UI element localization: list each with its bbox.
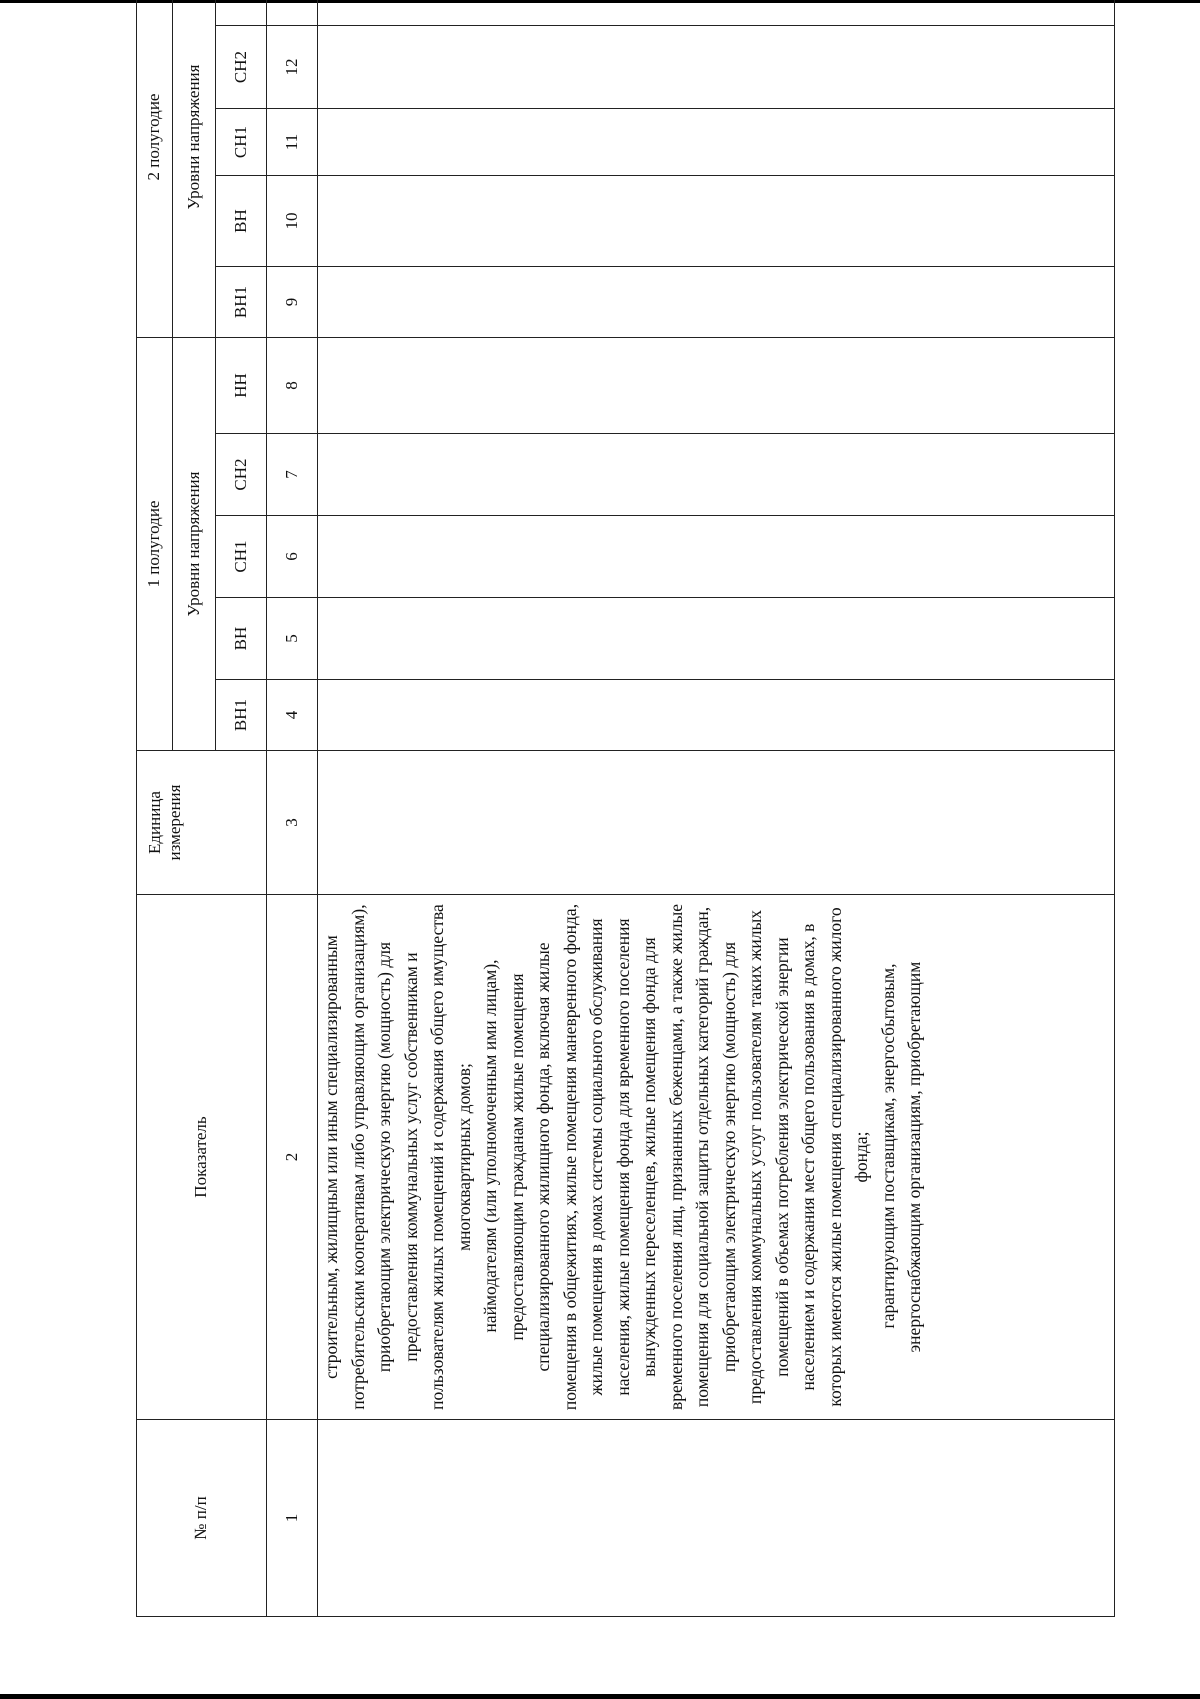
indicator-paragraph: гарантирующим поставщикам, энергосбытовым, энергоснабжающим организациям, приобретающим	[877, 961, 924, 1353]
header-num: № п/п	[137, 1420, 267, 1617]
value-cell	[318, 109, 1115, 176]
column-number: 1	[267, 1420, 318, 1617]
value-cell	[318, 267, 1115, 338]
value-cell	[318, 680, 1115, 751]
value-cell	[318, 338, 1115, 434]
body-cell-num	[318, 1420, 1115, 1617]
header-level-vn1: ВН1	[216, 267, 267, 338]
column-number: 10	[267, 176, 318, 267]
column-number	[267, 0, 318, 26]
value-cell	[318, 176, 1115, 267]
tariff-table	[136, 0, 1115, 1617]
header-indicator: Показатель	[137, 895, 267, 1420]
header-level-sn2: СН2	[216, 26, 267, 109]
body-cell-unit	[318, 751, 1115, 895]
column-number: 12	[267, 26, 318, 109]
column-number: 11	[267, 109, 318, 176]
header-level-sn2: СН2	[216, 434, 267, 516]
header-level-sn1: СН1	[216, 516, 267, 598]
column-number: 5	[267, 598, 318, 680]
column-number: 7	[267, 434, 318, 516]
indicator-paragraph: наймодателям (или уполномоченным ими лицам), предоставляющим гражданам жилые помещения специализированного жилищного фонда, включая жилые помещения в общежитиях, жилые помещения маневренного фонда, жилые помещения в домах системы социального обслуживания населения, жилые помещения фонда для временного поселения вынужденных переселенцев, жилые помещения фонда для временного поселения лиц, признанных беженцами, а также жилые помещения для социальной защиты отдельных категорий граждан, приобретающим электрическую энергию (мощность) для предоставления коммунальных услуг пользователям таких жилых помещений в объемах потребления электрической энергии населением и содержания мест общего пользования в домах, в которых имеются жилые помещения специализированного жилого фонда;	[480, 903, 871, 1411]
header-level-nn	[216, 0, 267, 26]
header-level-vn: ВН	[216, 176, 267, 267]
column-number: 6	[267, 516, 318, 598]
indicator-text	[318, 895, 1115, 1420]
header-level-sn1: СН1	[216, 109, 267, 176]
value-cell	[318, 0, 1115, 26]
header-level-nn: НН	[216, 338, 267, 434]
header-unit: Единица измерения	[137, 751, 267, 895]
header-half2: 2 полугодие	[137, 0, 173, 338]
value-cell	[318, 434, 1115, 516]
header-levels-half1: Уровни напряжения	[173, 338, 216, 751]
column-number: 4	[267, 680, 318, 751]
column-number: 3	[267, 751, 318, 895]
column-number: 8	[267, 338, 318, 434]
header-level-vn: ВН	[216, 598, 267, 680]
rotated-table-page	[136, 37, 1115, 1617]
header-levels-half2: Уровни напряжения	[173, 0, 216, 338]
scan-edge-line	[0, 1694, 1200, 1699]
column-number: 2	[267, 895, 318, 1420]
value-cell	[318, 516, 1115, 598]
header-half1: 1 полугодие	[137, 338, 173, 751]
value-cell	[318, 26, 1115, 109]
column-number: 9	[267, 267, 318, 338]
header-level-vn1: ВН1	[216, 680, 267, 751]
value-cell	[318, 598, 1115, 680]
indicator-paragraph: строительным, жилищным или иным специализированным потребительским кооперативам либо управляющим организациям), приобретающим электрическую энергию (мощность) для предоставления коммунальных услуг собственникам и пользователям жилых помещений и содержания общего имущества многоквартирных домов;	[321, 904, 474, 1410]
